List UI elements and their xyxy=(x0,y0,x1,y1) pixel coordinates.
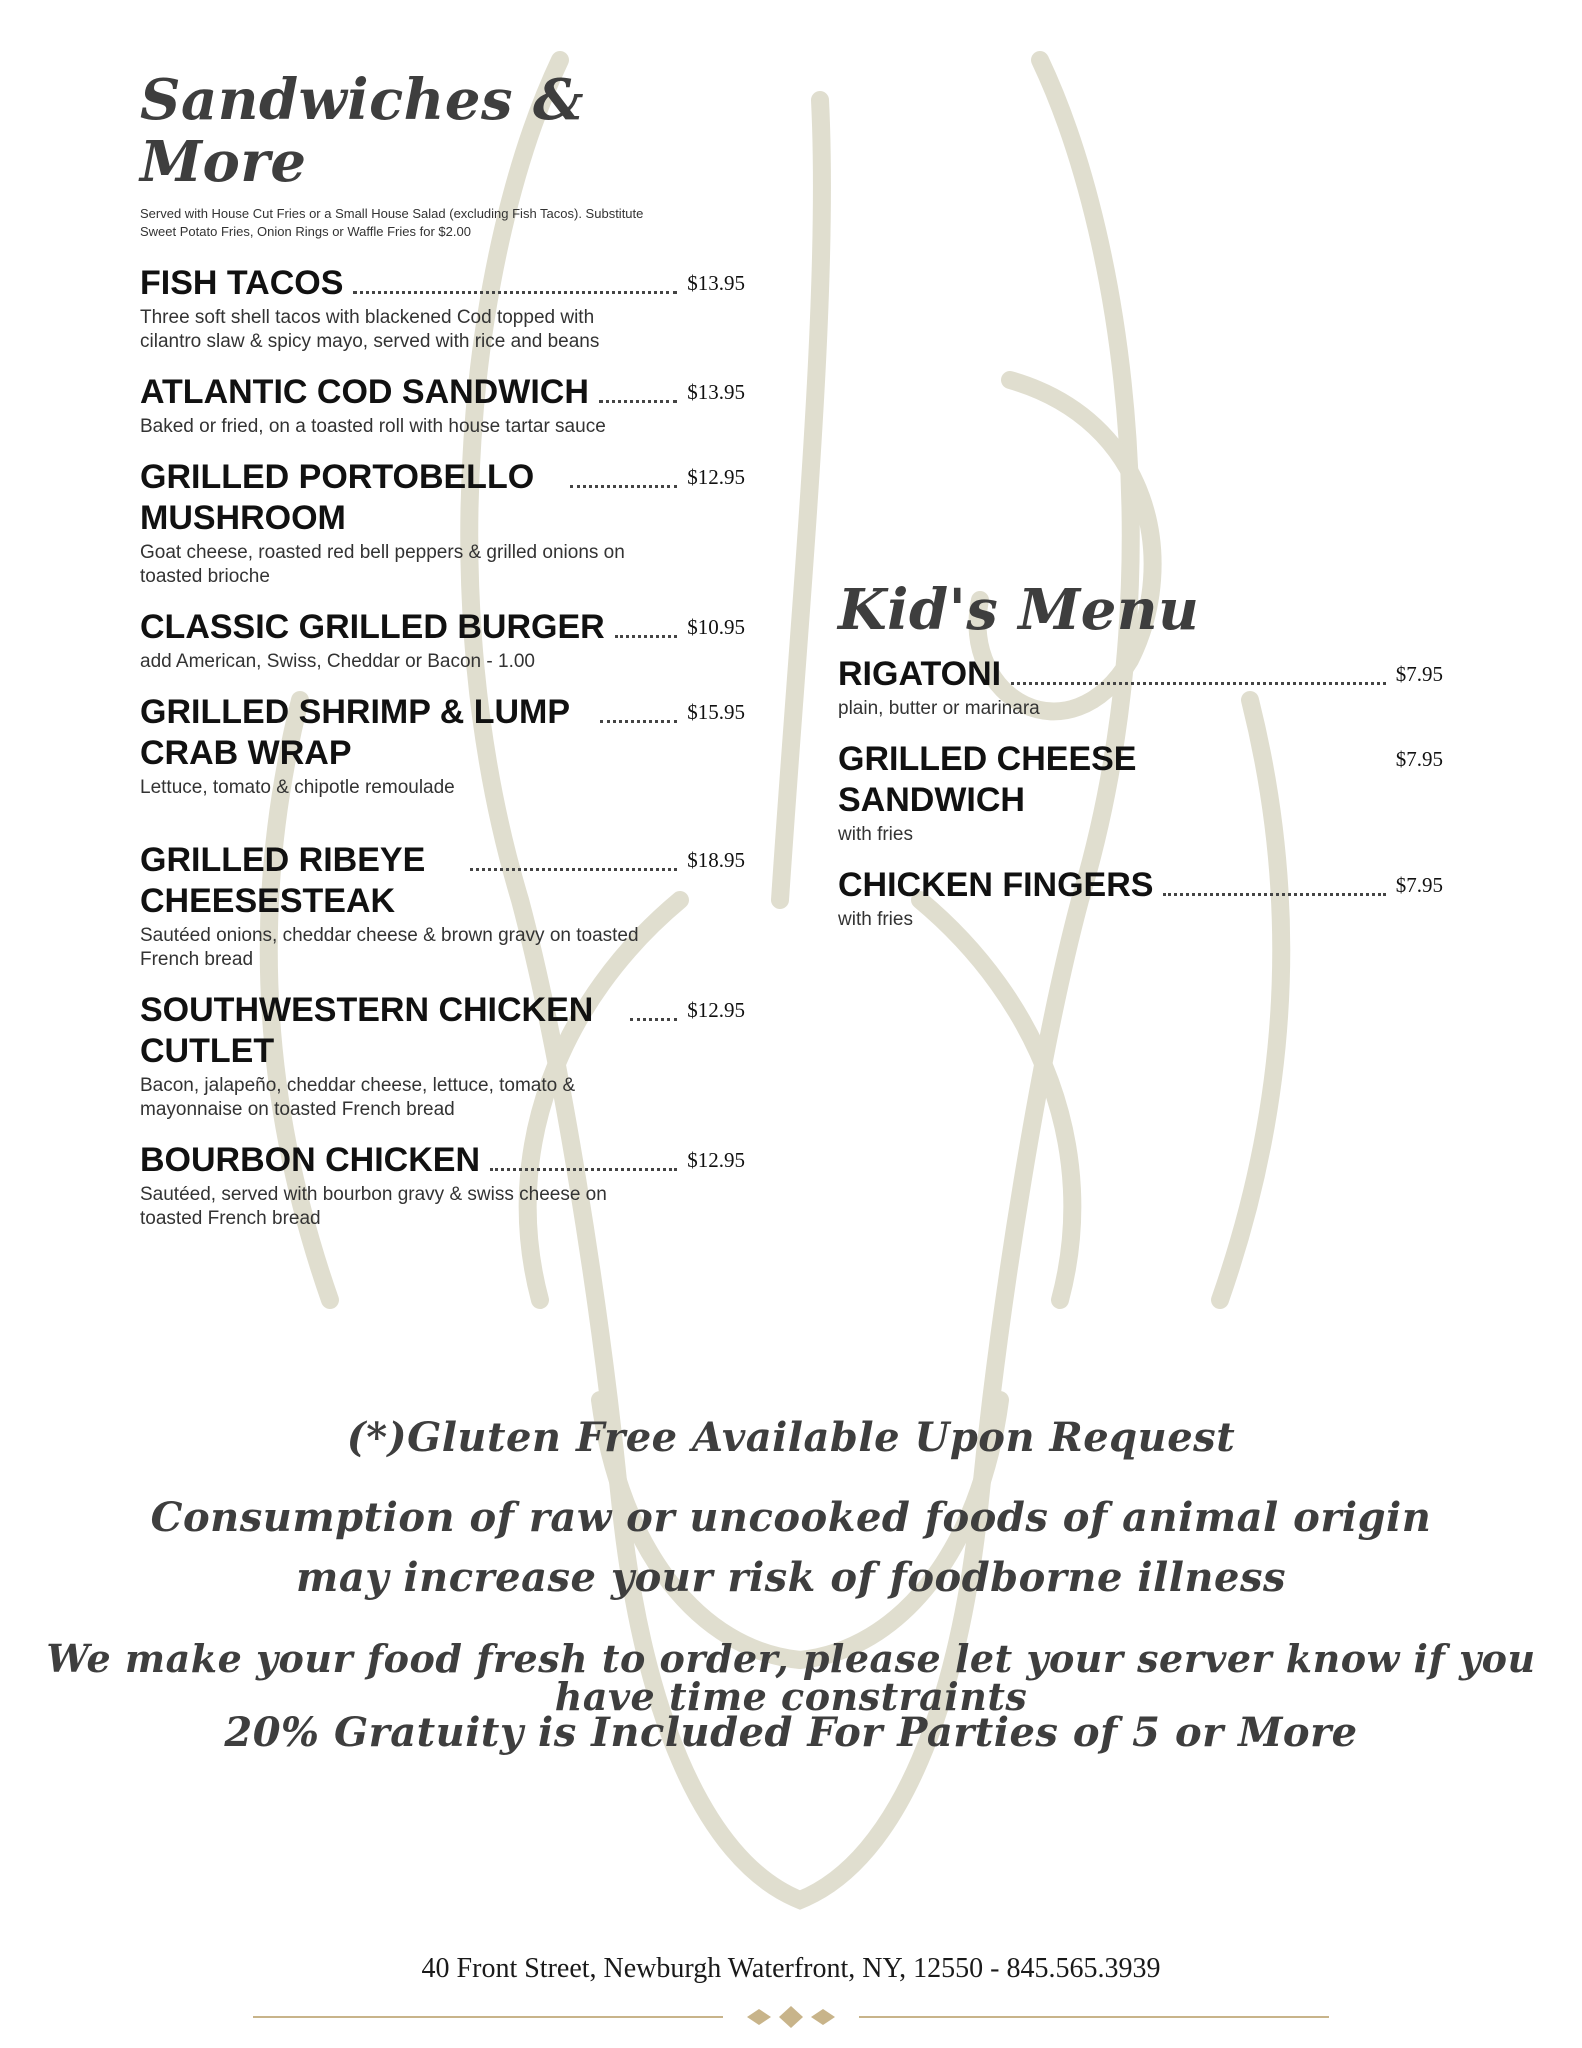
menu-item xyxy=(838,865,1443,932)
item-description: Bacon, jalapeño, cheddar cheese, lettuce, tomato & mayonnaise on toasted French bread xyxy=(140,1075,576,1121)
dot-leader xyxy=(1318,739,1386,770)
menu-item xyxy=(140,1140,745,1231)
dot-leader xyxy=(600,692,677,723)
sandwiches-section xyxy=(140,67,745,1249)
consumption-warning-line-1: Consumption of raw or uncooked foods of animal origin xyxy=(150,1494,1432,1541)
item-price: $7.95 xyxy=(1395,661,1443,686)
item-name: CHICKEN FINGERS xyxy=(838,865,1154,904)
dot-leader xyxy=(599,372,677,403)
menu-item xyxy=(140,990,745,1122)
menu-item xyxy=(140,457,745,589)
item-name: GRILLED PORTOBELLO MUSHROOM xyxy=(140,458,535,538)
item-price: $10.95 xyxy=(687,615,745,640)
item-description: plain, butter or marinara xyxy=(838,697,1040,719)
item-name: BOURBON CHICKEN xyxy=(140,1141,480,1180)
item-price: $18.95 xyxy=(687,848,745,873)
item-price: $7.95 xyxy=(1395,872,1443,897)
item-description: Sautéed, served with bourbon gravy & swiss cheese on toasted French bread xyxy=(140,1184,607,1230)
item-price: $13.95 xyxy=(687,380,745,405)
item-description: Lettuce, tomato & chipotle remoulade xyxy=(140,777,455,799)
kids-menu-section xyxy=(838,577,1443,950)
item-price: $15.95 xyxy=(687,700,745,725)
item-description: Three soft shell tacos with blackened Cod topped with cilantro slaw & spicy mayo, served with rice and beans xyxy=(140,307,600,353)
item-price: $12.95 xyxy=(687,1148,745,1173)
dot-leader xyxy=(470,840,677,871)
dot-leader xyxy=(353,263,677,294)
fresh-order-notice: We make your food fresh to order, please let your server know if you have time constraints xyxy=(46,1636,1536,1719)
item-name: GRILLED CHEESE SANDWICH xyxy=(838,739,1137,819)
menu-item xyxy=(140,607,745,674)
item-name: RIGATONI xyxy=(838,654,1002,693)
item-description: Baked or fried, on a toasted roll with house tartar sauce xyxy=(140,416,606,438)
dot-leader xyxy=(570,457,677,488)
menu-item xyxy=(140,840,745,972)
menu-item xyxy=(140,692,745,800)
gratuity-notice: 20% Gratuity is Included For Parties of 5 or More xyxy=(224,1709,1358,1756)
item-name: ATLANTIC COD SANDWICH xyxy=(140,373,589,412)
item-price: $13.95 xyxy=(687,271,745,296)
footer-divider xyxy=(253,2005,1329,2029)
menu-item xyxy=(838,654,1443,721)
item-price: $12.95 xyxy=(687,998,745,1023)
section-title: Kid's Menu xyxy=(838,577,1200,643)
menu-item xyxy=(140,263,745,354)
item-description: with fries xyxy=(838,908,913,930)
footer-address: 40 Front Street, Newburgh Waterfront, NY, 12550 - 845.565.3939 xyxy=(421,1953,1161,1984)
item-description: add American, Swiss, Cheddar or Bacon - 1.00 xyxy=(140,651,535,673)
dot-leader xyxy=(615,607,678,638)
item-name: GRILLED RIBEYE CHEESESTEAK xyxy=(140,841,426,921)
item-description: with fries xyxy=(838,823,913,845)
dot-leader xyxy=(1163,865,1385,896)
dot-leader xyxy=(630,990,677,1021)
item-name: FISH TACOS xyxy=(140,264,344,303)
item-description: Goat cheese, roasted red bell peppers & grilled onions on toasted brioche xyxy=(140,542,625,588)
item-price: $12.95 xyxy=(687,465,745,490)
consumption-warning-line-2: may increase your risk of foodborne illness xyxy=(296,1554,1286,1601)
item-name: SOUTHWESTERN CHICKEN CUTLET xyxy=(140,991,594,1071)
gluten-free-notice: (*)Gluten Free Available Upon Request xyxy=(346,1414,1236,1461)
item-price: $7.95 xyxy=(1395,746,1443,771)
menu-item xyxy=(140,372,745,439)
item-name: CLASSIC GRILLED BURGER xyxy=(140,608,605,647)
dot-leader xyxy=(1011,654,1386,685)
item-name: GRILLED SHRIMP & LUMP CRAB WRAP xyxy=(140,693,570,773)
item-description: Sautéed onions, cheddar cheese & brown gravy on toasted French bread xyxy=(140,925,639,971)
section-title: Sandwiches & More xyxy=(140,67,585,195)
menu-item xyxy=(838,739,1443,847)
dot-leader xyxy=(490,1140,677,1171)
section-note: Served with House Cut Fries or a Small House Salad (excluding Fish Tacos). Substitute Sweet Potato Fries, Onion Rings or Waffle Fries for $2.00 xyxy=(140,206,644,240)
